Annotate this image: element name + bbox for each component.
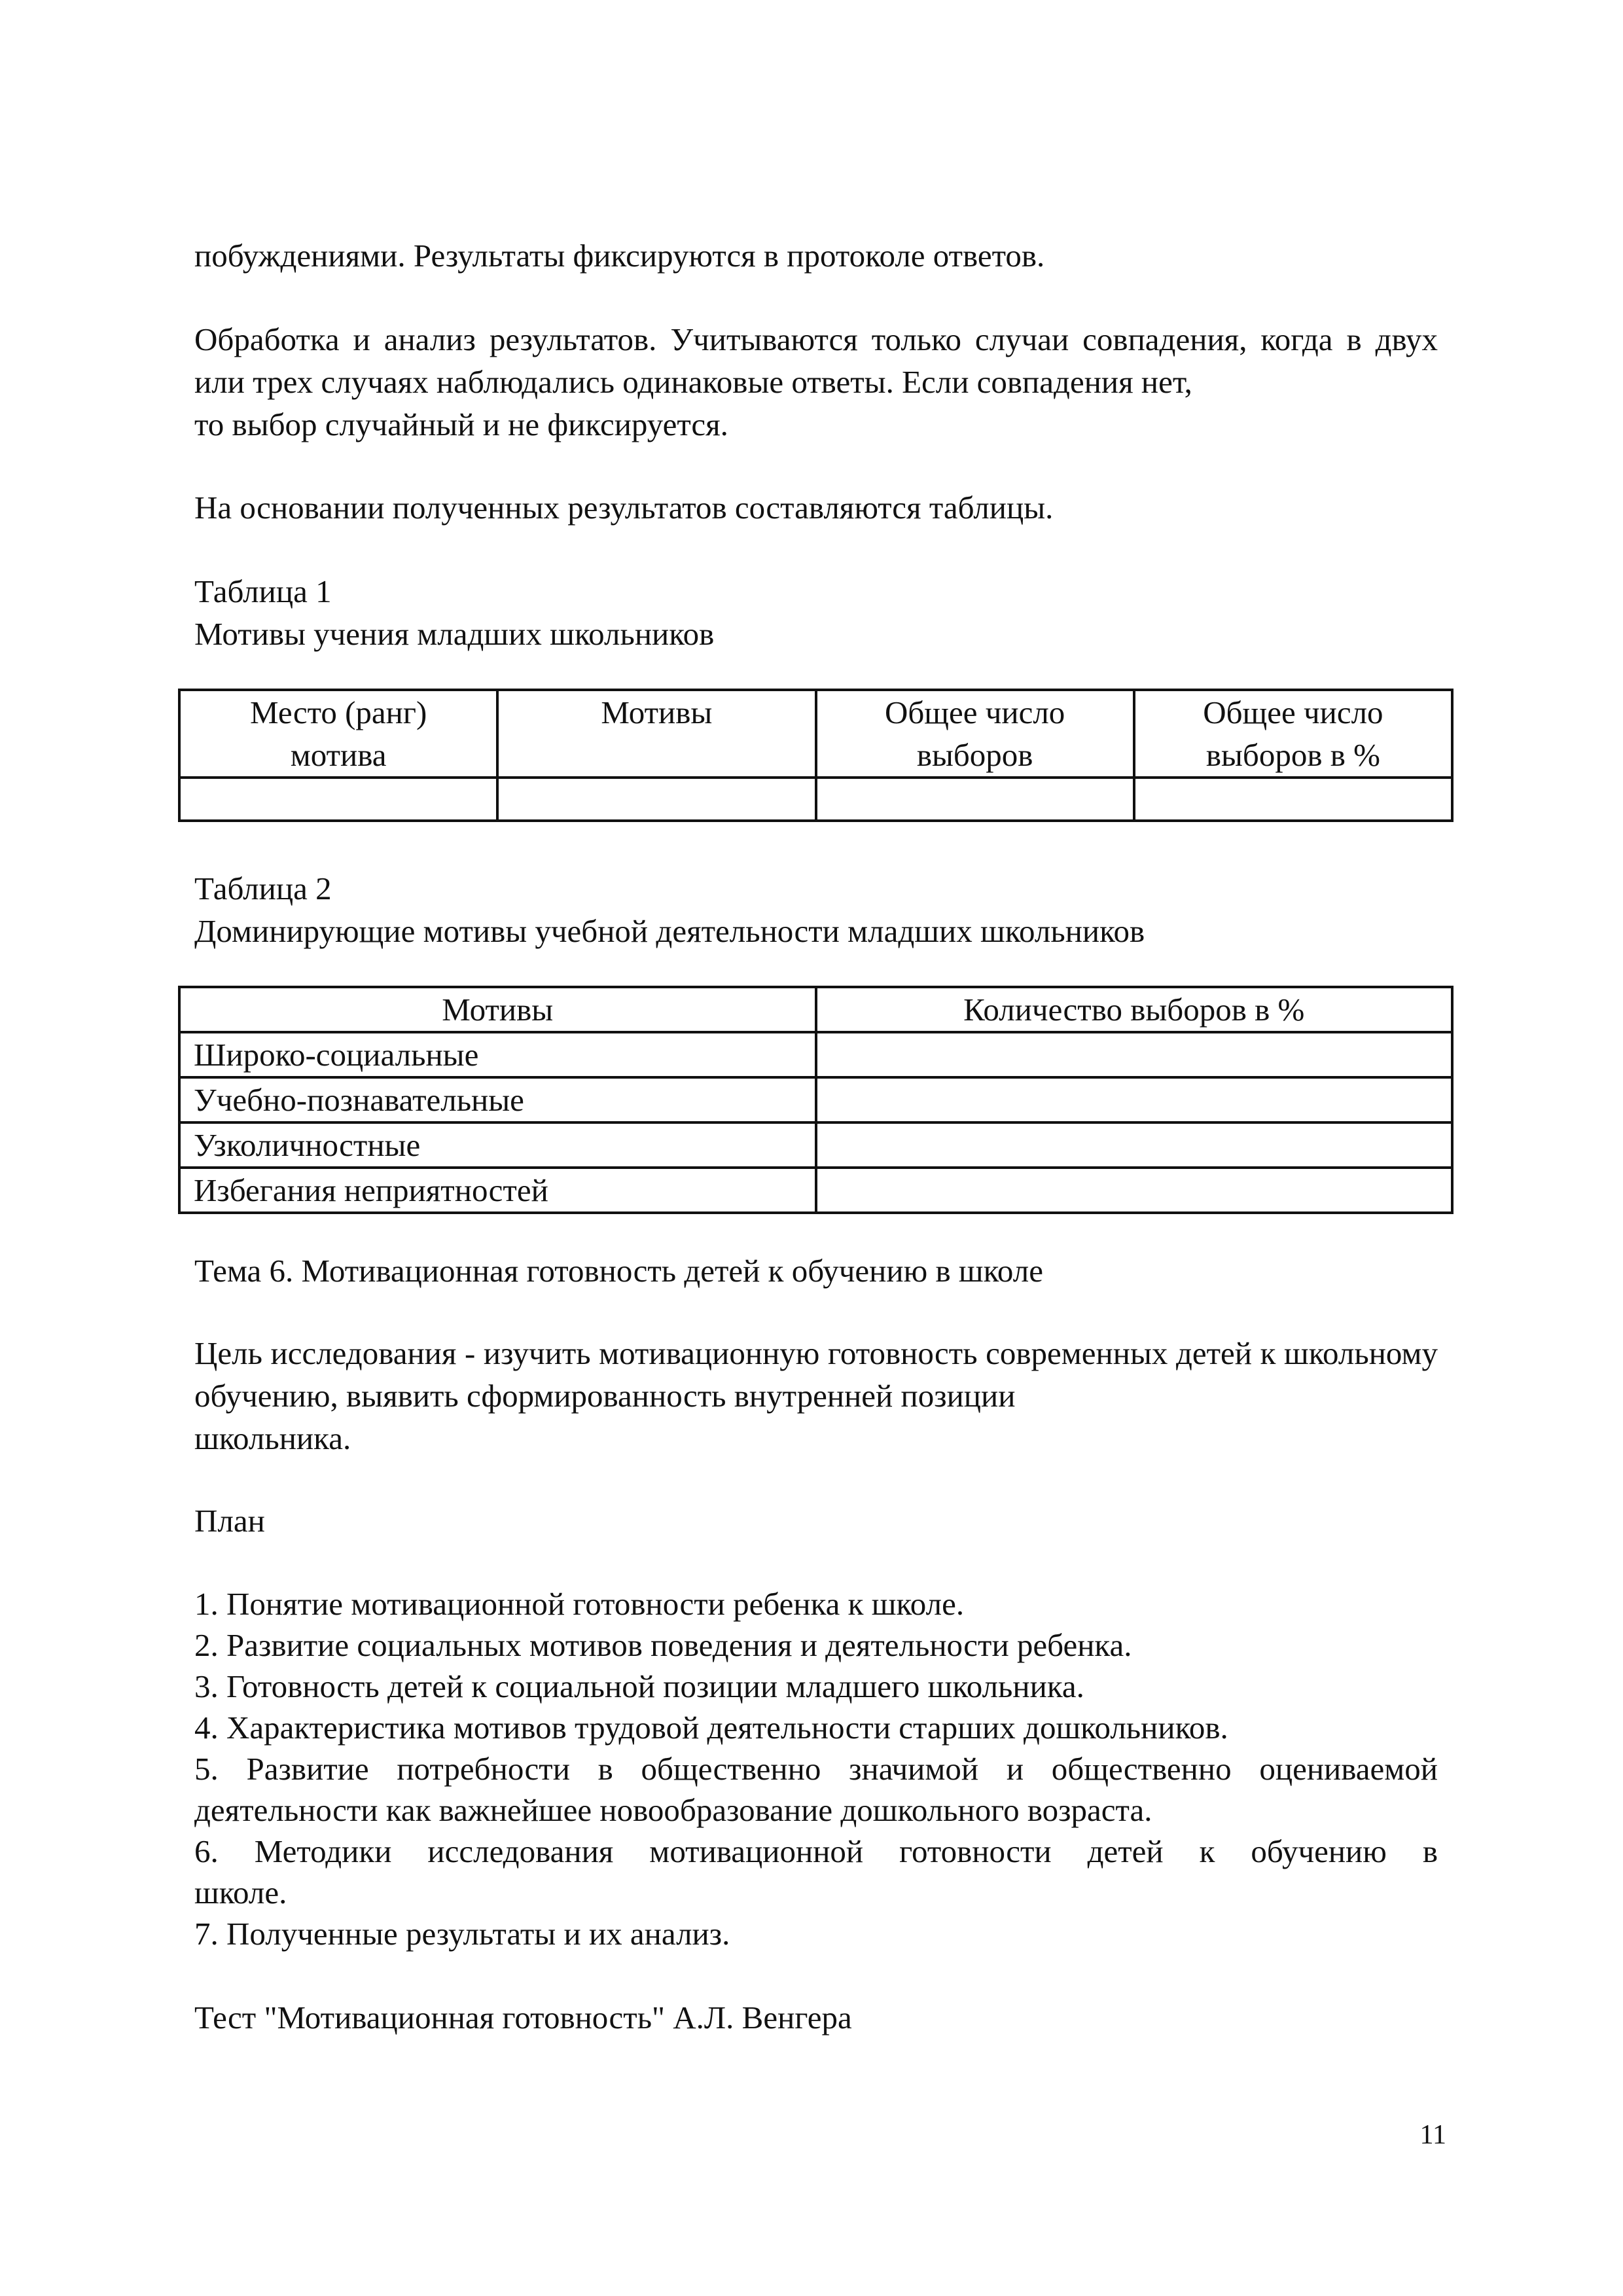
table-row bbox=[179, 1122, 1452, 1168]
table-header-cell: Общее число выборов bbox=[816, 690, 1134, 778]
table-cell bbox=[816, 1168, 1453, 1213]
plan-title: План bbox=[194, 1503, 265, 1539]
plan-item: деятельности как важнейшее новообразование дошкольного возраста. bbox=[194, 1792, 1152, 1828]
topic-title: Тема 6. Мотивационная готовность детей к обучению в школе bbox=[194, 1253, 1043, 1289]
table2-label: Таблица 2 bbox=[194, 870, 332, 906]
table-cell: Узколичностные bbox=[179, 1122, 816, 1168]
table-row bbox=[179, 1077, 1452, 1122]
table-row bbox=[179, 778, 1452, 821]
table-header-cell: Мотивы bbox=[179, 987, 816, 1032]
table-cell bbox=[816, 1077, 1453, 1122]
plan-item: 1. Понятие мотивационной готовности ребенка к школе. bbox=[194, 1586, 965, 1622]
table-cell bbox=[1134, 778, 1452, 821]
table-cell: Избегания неприятностей bbox=[179, 1168, 816, 1213]
plan-item: 6. Методики исследования мотивационной готовности детей к обучению в bbox=[194, 1833, 1438, 1869]
paragraph-tables-note: На основании полученных результатов составляются таблицы. bbox=[194, 490, 1054, 526]
table-header-row bbox=[179, 987, 1452, 1032]
table2 bbox=[178, 986, 1454, 1214]
plan-item: 2. Развитие социальных мотивов поведения и деятельности ребенка. bbox=[194, 1627, 1132, 1663]
table-cell bbox=[497, 778, 815, 821]
table-header-cell: Общее число выборов в % bbox=[1134, 690, 1452, 778]
page-number: 11 bbox=[1419, 2120, 1446, 2150]
plan-item: школе. bbox=[194, 1874, 287, 1910]
table-cell bbox=[816, 778, 1134, 821]
table-cell: Учебно-познавательные bbox=[179, 1077, 816, 1122]
table1-caption: Мотивы учения младших школьников bbox=[194, 616, 715, 652]
table1-label: Таблица 1 bbox=[194, 573, 332, 609]
test-title: Тест "Мотивационная готовность" А.Л. Венгера bbox=[194, 2000, 852, 2036]
plan-item: 5. Развитие потребности в общественно значимой и общественно оцениваемой bbox=[194, 1751, 1438, 1787]
table-header-row bbox=[179, 690, 1452, 778]
plan-item: 7. Полученные результаты и их анализ. bbox=[194, 1916, 730, 1952]
table-row bbox=[179, 1168, 1452, 1213]
table-cell bbox=[179, 778, 497, 821]
table-header-cell: Мотивы bbox=[497, 690, 815, 778]
table-header-cell: Место (ранг) мотива bbox=[179, 690, 497, 778]
table-header-cell: Количество выборов в % bbox=[816, 987, 1453, 1032]
paragraph-intro: побуждениями. Результаты фиксируются в протоколе ответов. bbox=[194, 238, 1045, 274]
table1 bbox=[178, 689, 1454, 822]
paragraph-goal: Цель исследования - изучить мотивационную готовность современных детей к школьному обучению, выявить сформированность внутренней позиции bbox=[194, 1335, 1438, 1414]
paragraph-goal-end: школьника. bbox=[194, 1420, 351, 1456]
paragraph-processing: Обработка и анализ результатов. Учитываются только случаи совпадения, когда в двух или трех случаях наблюдались одинаковые ответы. Если совпадения нет, bbox=[194, 321, 1438, 400]
paragraph-processing-end: то выбор случайный и не фиксируется. bbox=[194, 406, 728, 442]
plan-item: 3. Готовность детей к социальной позиции младшего школьника. bbox=[194, 1668, 1084, 1704]
table2-caption: Доминирующие мотивы учебной деятельности младших школьников bbox=[194, 913, 1145, 949]
table-cell bbox=[816, 1032, 1453, 1077]
plan-item: 4. Характеристика мотивов трудовой деятельности старших дошкольников. bbox=[194, 1710, 1228, 1746]
table-row bbox=[179, 1032, 1452, 1077]
table-cell bbox=[816, 1122, 1453, 1168]
table-cell: Широко-социальные bbox=[179, 1032, 816, 1077]
